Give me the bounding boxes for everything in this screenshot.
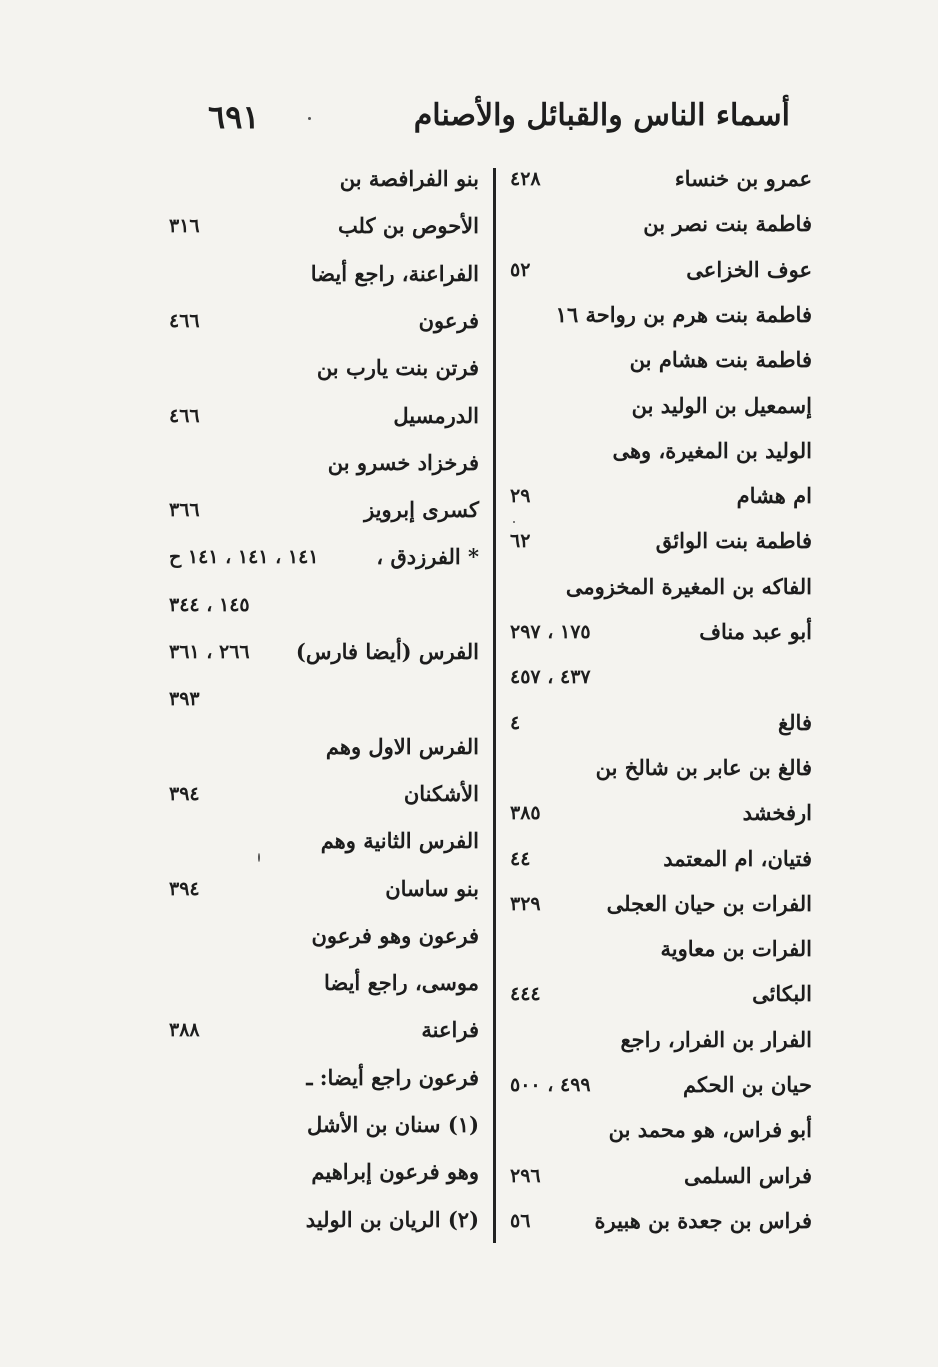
- index-entry: [500, 842, 820, 888]
- entry-name: فرعون وهو فرعون: [311, 922, 479, 948]
- index-entry: [500, 162, 820, 208]
- entry-name: فرخزاد خسرو بن: [327, 449, 479, 475]
- index-entry: [500, 887, 820, 933]
- entry-name: فاطمة بنت الوائق: [655, 528, 812, 554]
- index-entry: [500, 343, 820, 389]
- entry-name: موسى، راجع أيضا: [323, 970, 479, 996]
- entry-page-ref: ٣٨٥: [510, 802, 541, 825]
- entry-page-ref: ٦٢: [510, 530, 531, 553]
- index-entry: [500, 389, 820, 435]
- entry-name: إسمعيل بن الوليد بن: [631, 392, 812, 418]
- entry-name: الفرس (أيضا فارس): [295, 639, 479, 664]
- index-entry: [500, 932, 820, 978]
- entry-page-ref: ٤٤٤: [510, 983, 541, 1006]
- entry-page-ref: ٤٣٧ ، ٤٥٧: [510, 666, 591, 689]
- entry-name: فرتن بنت يارب بن: [316, 355, 479, 381]
- index-entry: [165, 682, 485, 728]
- entry-name: (٢) الريان بن الوليد: [305, 1206, 479, 1232]
- entry-name: الدرمسيل: [393, 402, 479, 428]
- entry-name: الفرس الثانية وهم: [320, 828, 479, 854]
- index-entry: [165, 540, 485, 586]
- index-entry: [165, 872, 485, 918]
- page-number: ٦٩١: [208, 98, 260, 136]
- column-divider: [493, 168, 496, 1243]
- entry-page-ref: ٣٨٨: [169, 1019, 200, 1042]
- index-entry: [165, 1155, 485, 1201]
- entry-page-ref: ٤٢٨: [510, 168, 541, 190]
- entry-name: أبو عبد مناف: [699, 619, 812, 644]
- entry-page-ref: ٥٦: [510, 1209, 531, 1232]
- index-entry: [500, 706, 820, 752]
- index-entry: [165, 257, 485, 303]
- entry-name: فاطمة بنت هشام بن: [629, 347, 812, 373]
- index-entry: [500, 570, 820, 616]
- entry-page-ref: ٤٦٦: [169, 404, 200, 427]
- entry-page-ref: ٤٤: [510, 847, 531, 870]
- entry-name: فرعون راجع أيضا: ـ: [306, 1064, 479, 1090]
- page-title: أسماء الناس والقبائل والأصنام: [413, 98, 790, 133]
- entry-name: بنو ساسان: [385, 875, 479, 901]
- index-entry: [500, 207, 820, 253]
- index-entry: [165, 446, 485, 492]
- entry-page-ref: ٤٩٩ ، ٥٠٠: [510, 1074, 591, 1096]
- index-entry: [500, 1204, 820, 1250]
- index-entry: [165, 824, 485, 870]
- entry-name: الوليد بن المغيرة، وهى: [612, 437, 812, 463]
- entry-name: فتيان، ام المعتمد: [663, 845, 812, 871]
- entry-page-ref: ٣١٦: [169, 215, 200, 238]
- index-entry: [500, 1068, 820, 1114]
- index-entry: [500, 434, 820, 480]
- entry-name: الفرس الاول وهم: [325, 733, 479, 759]
- print-speck: [513, 521, 515, 523]
- entry-page-ref: ٢٩: [510, 485, 531, 508]
- entry-name: أبو فراس، هو محمد بن: [608, 1117, 812, 1143]
- index-entry: [500, 660, 820, 706]
- entry-name: فالغ: [777, 709, 812, 735]
- entry-name: فاطمة بنت هرم بن رواحة ١٦: [555, 301, 812, 327]
- index-entry: [165, 209, 485, 255]
- entry-name: وهو فرعون إبراهيم: [311, 1159, 479, 1185]
- entry-name: ارفخشد: [742, 800, 812, 826]
- index-entry: [500, 479, 820, 525]
- entry-page-ref: ٣٦٦: [169, 499, 200, 522]
- entry-name: عمرو بن خنساء: [674, 166, 812, 191]
- entry-page-ref: ٣٩٤: [169, 782, 200, 805]
- index-entry: [165, 399, 485, 445]
- index-entry: [500, 1159, 820, 1205]
- index-entry: [500, 615, 820, 661]
- entry-page-ref: ١٤٥ ، ٣٤٤: [169, 593, 250, 616]
- entry-page-ref: ٣٢٩: [510, 892, 541, 915]
- index-entry: [165, 351, 485, 397]
- entry-page-ref: ٢٦٦ ، ٣٦١: [169, 641, 250, 663]
- entry-name: الفاكه بن المغيرة المخزومى: [565, 573, 812, 599]
- entry-name: حيان بن الحكم: [683, 1072, 812, 1097]
- right-index-column: [500, 162, 820, 1252]
- index-entry: [500, 524, 820, 570]
- entry-page-ref: ٤: [510, 711, 521, 734]
- entry-name: الأحوص بن كلب: [337, 213, 479, 239]
- index-entry: [165, 588, 485, 634]
- index-entry: [165, 966, 485, 1012]
- index-entry: [165, 493, 485, 539]
- print-speck: [258, 853, 260, 862]
- entry-name: الفرات بن معاوية: [660, 936, 812, 962]
- entry-name: البكائى: [752, 981, 812, 1007]
- entry-name: عوف الخزاعى: [686, 256, 812, 282]
- left-index-column: [165, 162, 485, 1252]
- print-speck: [308, 117, 311, 120]
- entry-page-ref: ١٧٥ ، ٢٩٧: [510, 621, 591, 643]
- entry-name: الفراعنة، راجع أيضا: [310, 260, 479, 286]
- index-entry: [500, 253, 820, 299]
- entry-name: فراس السلمى: [684, 1162, 812, 1188]
- index-entry: [165, 730, 485, 776]
- index-entry: [165, 1203, 485, 1249]
- index-entry: [500, 977, 820, 1023]
- entry-name: (١) سنان بن الأشل: [307, 1112, 479, 1137]
- entry-name: فالغ بن عابر بن شالخ بن: [595, 754, 812, 780]
- entry-page-ref: ٥٢: [510, 258, 531, 281]
- entry-page-ref: ٣٩٣: [169, 688, 200, 711]
- entry-name: فاطمة بنت نصر بن: [643, 211, 812, 237]
- entry-name: الفرات بن حيان العجلى: [606, 890, 812, 916]
- entry-name: ام هشام: [736, 483, 812, 509]
- entry-name: الأشكنان: [403, 780, 479, 806]
- entry-page-ref: ٣٩٤: [169, 877, 200, 900]
- index-entry: [165, 304, 485, 350]
- entry-page-ref: ١٤١ ، ١٤١ ، ١٤١ ح: [169, 546, 319, 569]
- entry-name: فرعون: [418, 307, 479, 333]
- index-entry: [500, 796, 820, 842]
- entry-name: فراس بن جعدة بن هبيرة: [594, 1207, 812, 1233]
- index-entry: [165, 162, 485, 208]
- entry-name: الفرار بن الفرار، راجع: [620, 1026, 812, 1052]
- entry-page-ref: ٢٩٦: [510, 1164, 541, 1187]
- index-entry: [500, 1023, 820, 1069]
- index-entry: [500, 1113, 820, 1159]
- index-entry: [500, 298, 820, 344]
- index-entry: [165, 1013, 485, 1059]
- index-entry: [165, 635, 485, 681]
- entry-page-ref: ٤٦٦: [169, 309, 200, 332]
- entry-name: فراعنة: [421, 1017, 479, 1043]
- index-entry: [165, 1061, 485, 1107]
- entry-name: بنو الفرافصة بن: [339, 166, 479, 191]
- index-entry: [500, 751, 820, 797]
- entry-name: * الفرزدق ،: [376, 544, 479, 570]
- index-entry: [165, 777, 485, 823]
- index-entry: [165, 919, 485, 965]
- index-entry: [165, 1108, 485, 1154]
- entry-name: كسرى إبرويز: [364, 497, 479, 523]
